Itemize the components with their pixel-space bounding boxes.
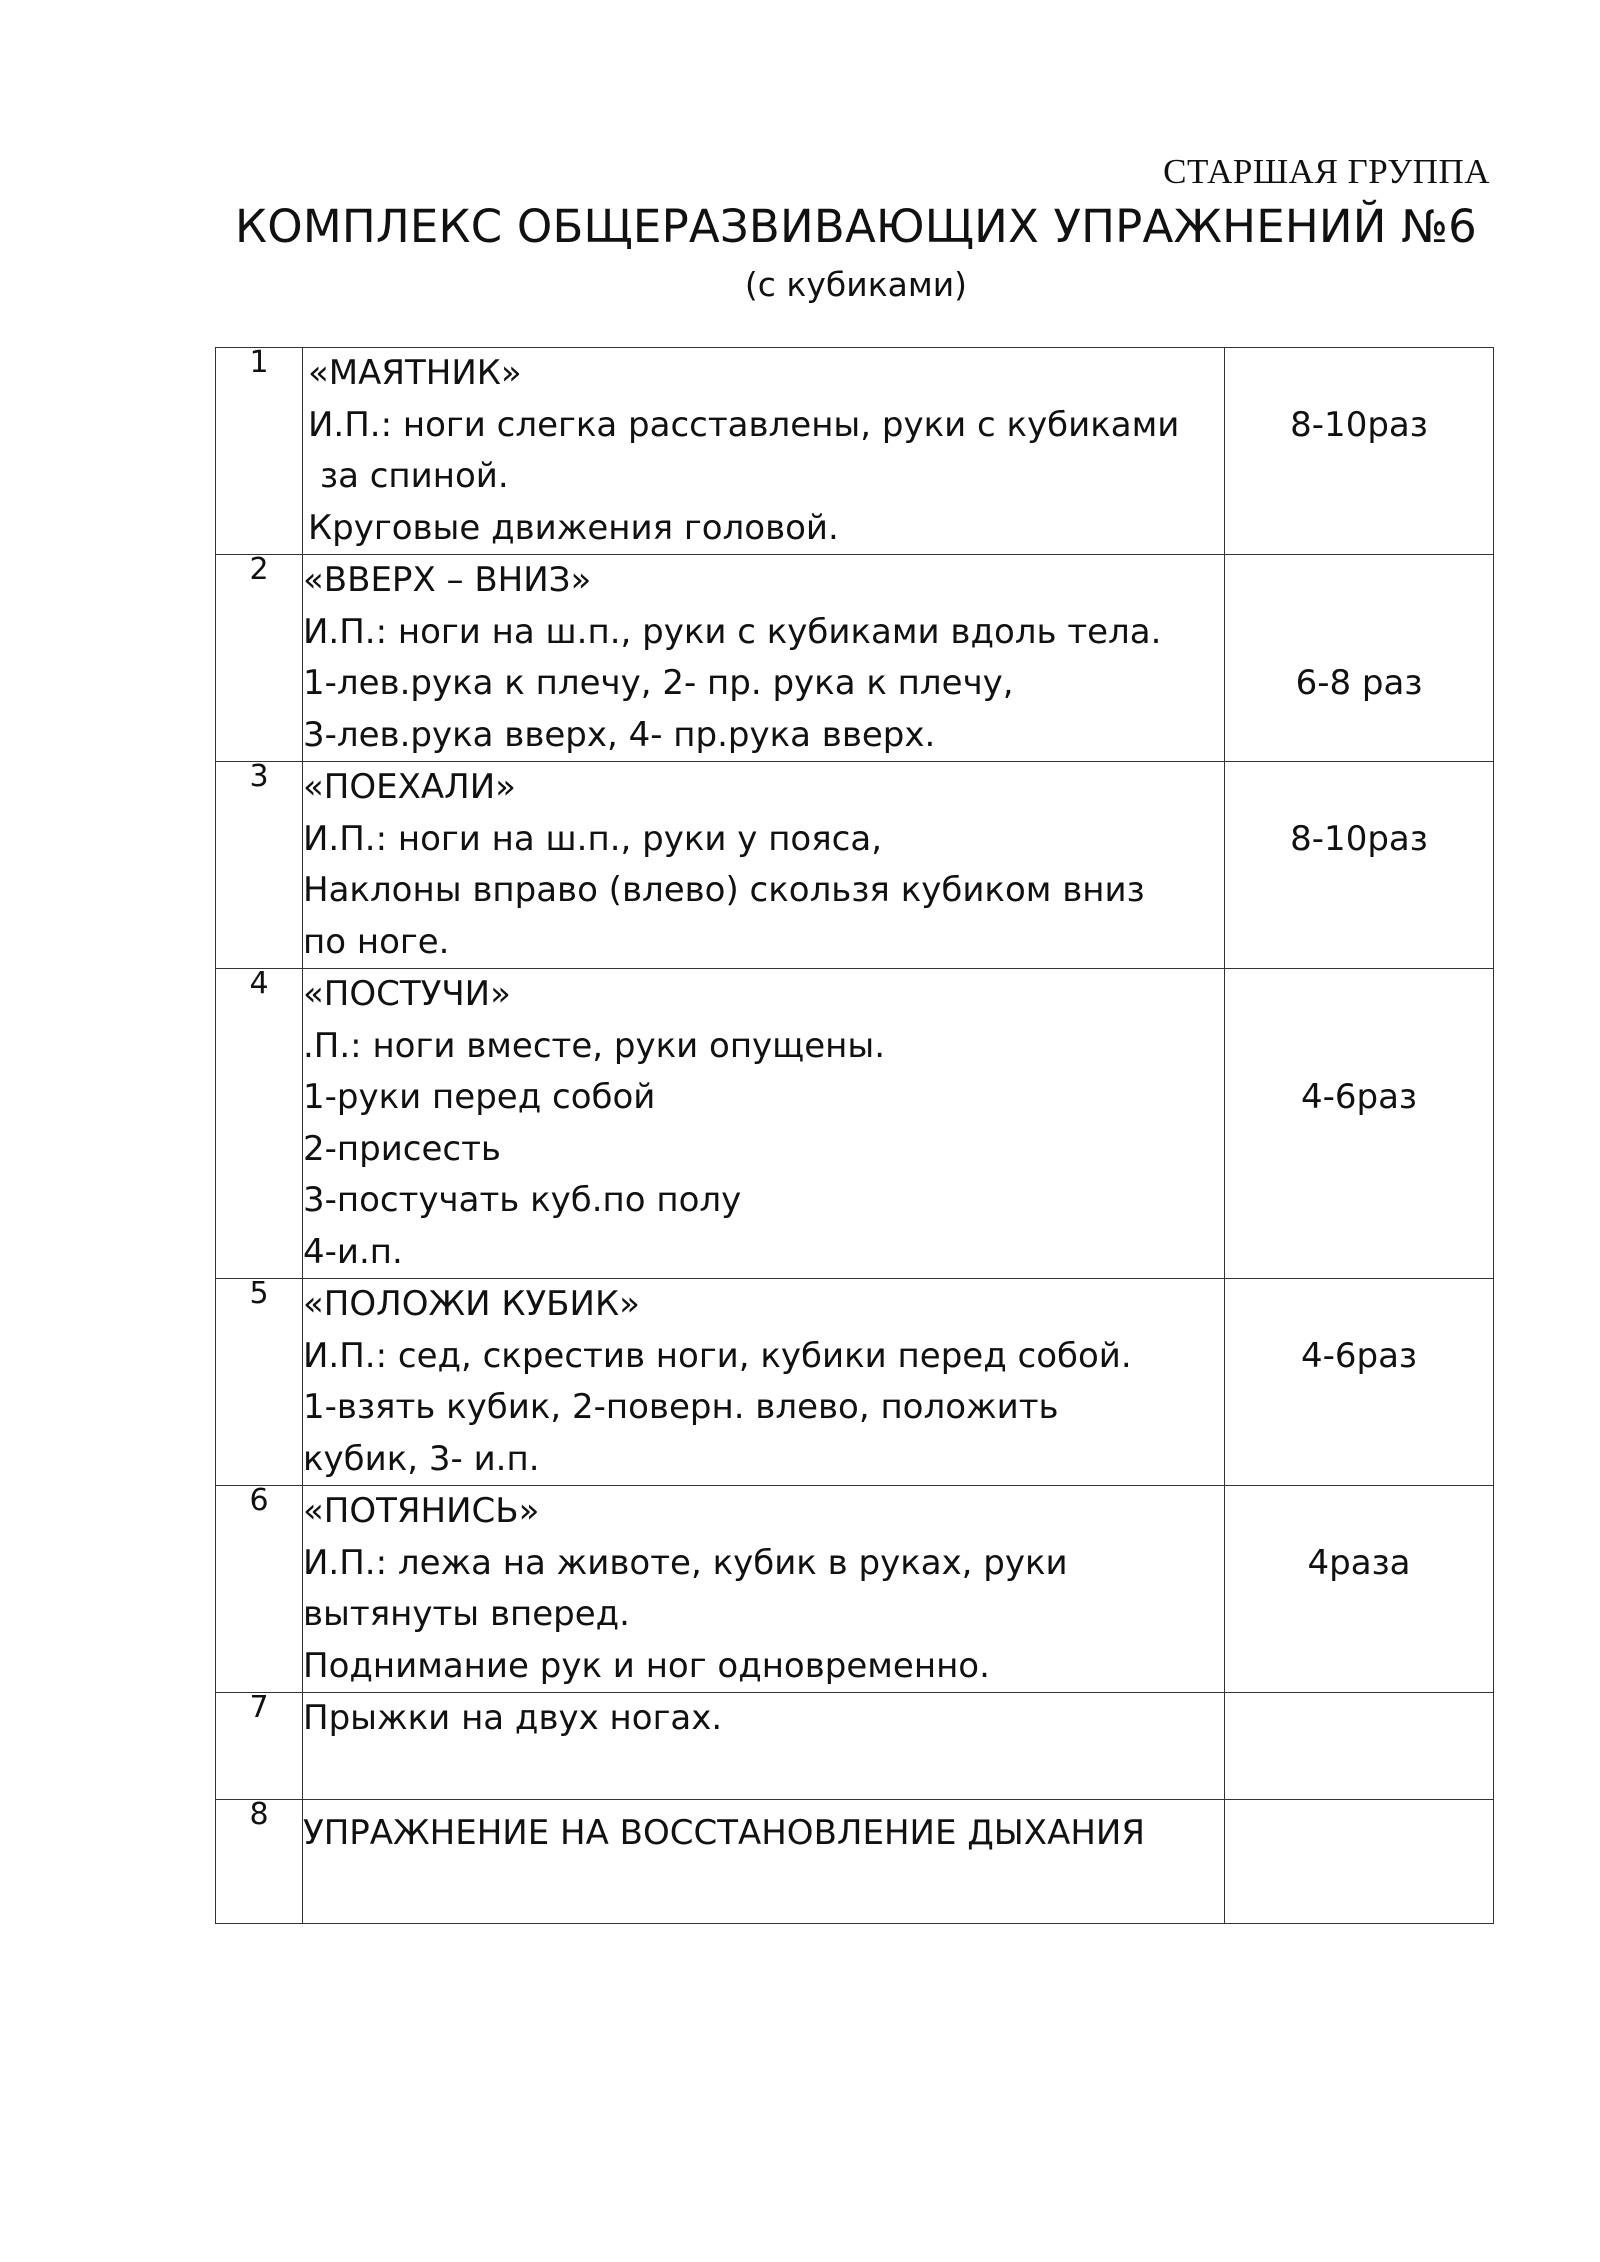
group-label: СТАРШАЯ ГРУППА (1163, 152, 1490, 191)
exercise-title: «ПОЛОЖИ КУБИК» (303, 1284, 640, 1324)
exercise-line: 1-руки перед собой (303, 1077, 656, 1117)
exercise-reps: 8-10раз (1225, 348, 1494, 555)
exercise-line: 4-и.п. (303, 1231, 403, 1272)
table-row (216, 762, 1494, 969)
exercise-line: 1-лев.рука к плечу, 2- пр. рука к плечу, (303, 663, 1014, 703)
exercise-line: И.П.: ноги слегка расставлены, руки с кубиками (308, 404, 1180, 445)
table-row (216, 1800, 1494, 1924)
exercise-number: 3 (216, 762, 303, 969)
exercise-title: «ПОСТУЧИ» (303, 974, 511, 1014)
exercise-line: Круговые движения головой. (308, 507, 839, 548)
exercise-reps: 4-6раз (1225, 969, 1494, 1279)
exercise-line: 1-взять кубик, 2-поверн. влево, положить (303, 1387, 1059, 1427)
exercise-number: 5 (216, 1279, 303, 1486)
document-title: КОМПЛЕКС ОБЩЕРАЗВИВАЮЩИХ УПРАЖНЕНИЙ №6 (235, 200, 1477, 253)
table-row (216, 555, 1494, 762)
exercise-title: УПРАЖНЕНИЕ НА ВОССТАНОВЛЕНИЕ ДЫХАНИЯ (303, 1813, 1145, 1853)
exercise-line: 2-присесть (303, 1128, 501, 1169)
exercises-table (215, 347, 1494, 1924)
exercise-description (303, 1800, 1225, 1924)
exercise-title: «МАЯТНИК» (308, 353, 522, 393)
exercise-line: Поднимание рук и ног одновременно. (303, 1645, 990, 1686)
exercise-number: 6 (216, 1486, 303, 1693)
exercise-reps: 6-8 раз (1225, 555, 1494, 762)
exercise-number: 4 (216, 969, 303, 1279)
exercise-line: 3-постучать куб.по полу (303, 1180, 742, 1220)
document-subtitle: (с кубиками) (744, 265, 968, 304)
table-row (216, 1693, 1494, 1800)
exercise-line: 3-лев.рука вверх, 4- пр.рука вверх. (303, 714, 936, 755)
exercise-description (303, 1486, 1225, 1693)
exercise-line: И.П.: ноги на ш.п., руки с кубиками вдоль тела. (303, 611, 1162, 652)
exercise-line: И.П.: сед, скрестив ноги, кубики перед собой. (303, 1335, 1132, 1376)
exercise-reps (1225, 1800, 1494, 1924)
exercise-title: «ВВЕРХ – ВНИЗ» (303, 560, 592, 600)
exercise-title: «ПОТЯНИСЬ» (303, 1491, 540, 1531)
exercise-line: И.П.: ноги на ш.п., руки у пояса, (303, 818, 883, 859)
exercise-description (303, 969, 1225, 1279)
exercise-line: вытянуты вперед. (303, 1594, 630, 1634)
table-row (216, 348, 1494, 555)
exercise-line: за спиной. (320, 456, 509, 496)
exercise-line: по ноге. (303, 921, 450, 962)
exercise-reps: 4раза (1225, 1486, 1494, 1693)
exercise-number: 8 (216, 1800, 303, 1924)
exercise-line: Наклоны вправо (влево) скользя кубиком вниз (303, 870, 1145, 910)
exercise-description (303, 1279, 1225, 1486)
exercise-reps: 8-10раз (1225, 762, 1494, 969)
exercise-description (303, 555, 1225, 762)
exercise-number: 1 (216, 348, 303, 555)
exercise-line: .П.: ноги вместе, руки опущены. (303, 1025, 886, 1066)
table-row (216, 969, 1494, 1279)
exercise-description (303, 762, 1225, 969)
table-row (216, 1486, 1494, 1693)
table-row (216, 1279, 1494, 1486)
exercise-description (303, 348, 1225, 555)
exercise-reps (1225, 1693, 1494, 1800)
exercise-line: И.П.: лежа на животе, кубик в руках, руки (303, 1542, 1068, 1583)
exercise-number: 2 (216, 555, 303, 762)
exercise-number: 7 (216, 1693, 303, 1800)
exercise-title: Прыжки на двух ногах. (303, 1698, 723, 1738)
exercise-line: кубик, 3- и.п. (303, 1438, 540, 1479)
exercise-title: «ПОЕХАЛИ» (303, 767, 516, 807)
exercise-reps: 4-6раз (1225, 1279, 1494, 1486)
exercise-description (303, 1693, 1225, 1800)
